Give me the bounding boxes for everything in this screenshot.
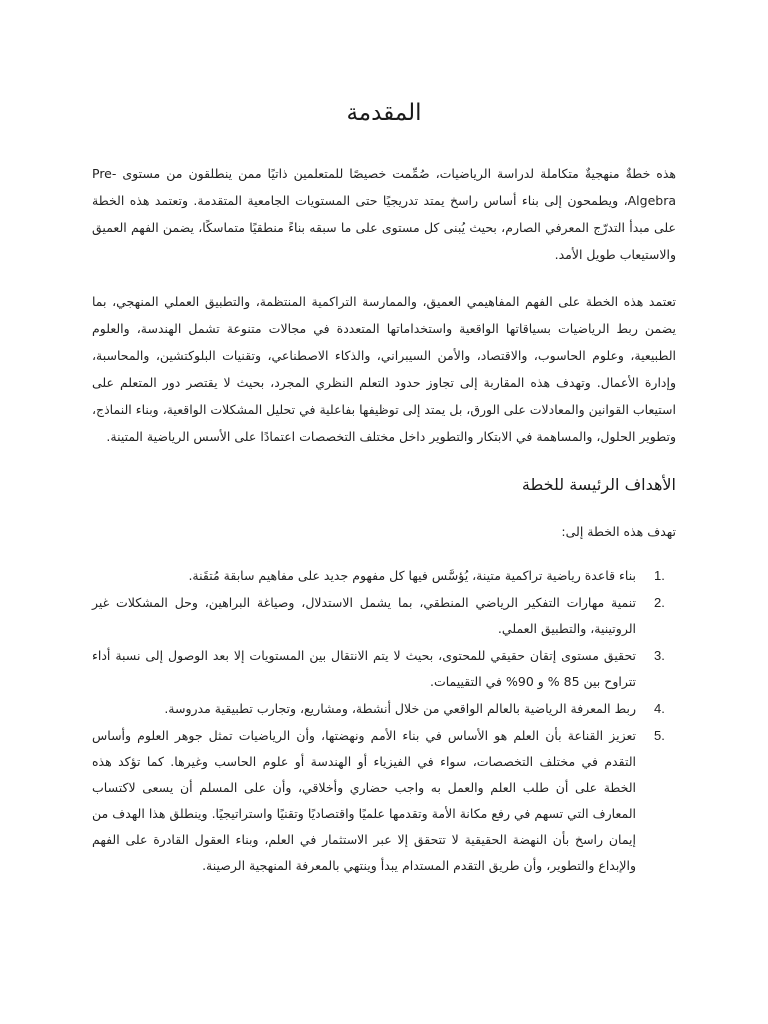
goals-list (92, 563, 676, 879)
page-title: المقدمة (346, 100, 422, 126)
list-item (92, 563, 676, 589)
list-item-text: بناء قاعدة رياضية تراكمية متينة، يُؤسَّس فيها كل مفهوم جديد على مفاهيم سابقة مُتقَنة. (188, 568, 636, 583)
list-item-number: 3. (654, 648, 665, 663)
intro-paragraph-1: هذه خطةٌ منهجيةٌ متكاملة لدراسة الرياضيات، صُمِّمت خصيصًا للمتعلمين ذاتيًا ممن ينطلقون من مستوى Pre-Algebra، ويطمحون إلى بناء أساس راسخ يمتد تدريجيًا حتى المستويات الجامعية المتقدمة. وتعتمد هذه الخطة على مبدأ التدرّج المعرفي الصارم، بحيث يُبنى كل مستوى على ما سبقه بناءً منطقيًا متماسكًا، يضمن الفهم العميق والاستيعاب طويل الأمد. (92, 166, 676, 262)
goals-intro: تهدف هذه الخطة إلى: (561, 524, 676, 539)
list-item-text: تنمية مهارات التفكير الرياضي المنطقي، بما يشمل الاستدلال، وصياغة البراهين، وحل المشكلات غير الروتينية، والتطبيق العملي. (92, 595, 636, 636)
list-item (92, 723, 676, 879)
list-item (92, 696, 676, 722)
list-item-text: ربط المعرفة الرياضية بالعالم الواقعي من خلال أنشطة، ومشاريع، وتجارب تطبيقية مدروسة. (164, 701, 636, 716)
list-item-number: 5. (654, 728, 665, 743)
goals-heading: الأهداف الرئيسة للخطة (521, 475, 676, 494)
list-item-number: 4. (654, 701, 665, 716)
list-item-number: 2. (654, 595, 665, 610)
list-item-number: 1. (654, 568, 665, 583)
list-item (92, 590, 676, 642)
list-item-text: تعزيز القناعة بأن العلم هو الأساس في بناء الأمم ونهضتها، وأن الرياضيات تمثل جوهر العلوم وأساس التقدم في مختلف التخصصات، سواء في الفيزياء أو الهندسة أو علوم الحاسب وغيرها. كما تؤكد هذه الخطة على أن طلب العلم والعمل به واجب حضاري وأخلاقي، وأن على المسلم أن يسعى لاكتساب المعارف التي تسهم في رفع مكانة الأمة وتقدمها علميًا واقتصاديًا وتقنيًا واستراتيجيًا. وينطلق هذا الهدف من إيمان راسخ بأن النهضة الحقيقية لا تتحقق إلا عبر الاستثمار في العلم، وبناء العقول القادرة على الفهم والإبداع والتطوير، وأن طريق التقدم المستدام يبدأ وينتهي بالمعرفة المنهجية الرصينة. (92, 728, 636, 873)
list-item (92, 643, 676, 695)
list-item-text: تحقيق مستوى إتقان حقيقي للمحتوى، بحيث لا يتم الانتقال بين المستويات إلا بعد الوصول إلى نسبة أداء تتراوح بين 85 % و 90% في التقييمات. (92, 648, 636, 689)
intro-paragraph-2: تعتمد هذه الخطة على الفهم المفاهيمي العميق، والممارسة التراكمية المنتظمة، والتطبيق العملي المنهجي، بما يضمن ربط الرياضيات بسياقاتها الواقعية واستخداماتها المتعددة في مجالات متنوعة تشمل الهندسة، والعلوم الطبيعية، وعلوم الحاسوب، والاقتصاد، والأمن السيبراني، والذكاء الاصطناعي، وتقنيات البلوكتشين، والمحاسبة، وإدارة الأعمال. وتهدف هذه المقاربة إلى تجاوز حدود التعلم النظري المجرد، بحيث لا يقتصر دور المتعلم على استيعاب القوانين والمعادلات على الورق، بل يمتد إلى توظيفها بفاعلية في تحليل المشكلات الواقعية، وبناء النماذج، وتطوير الحلول، والمساهمة في الابتكار والتطوير داخل مختلف التخصصات اعتمادًا على الأسس الرياضية المتينة. (92, 294, 676, 444)
